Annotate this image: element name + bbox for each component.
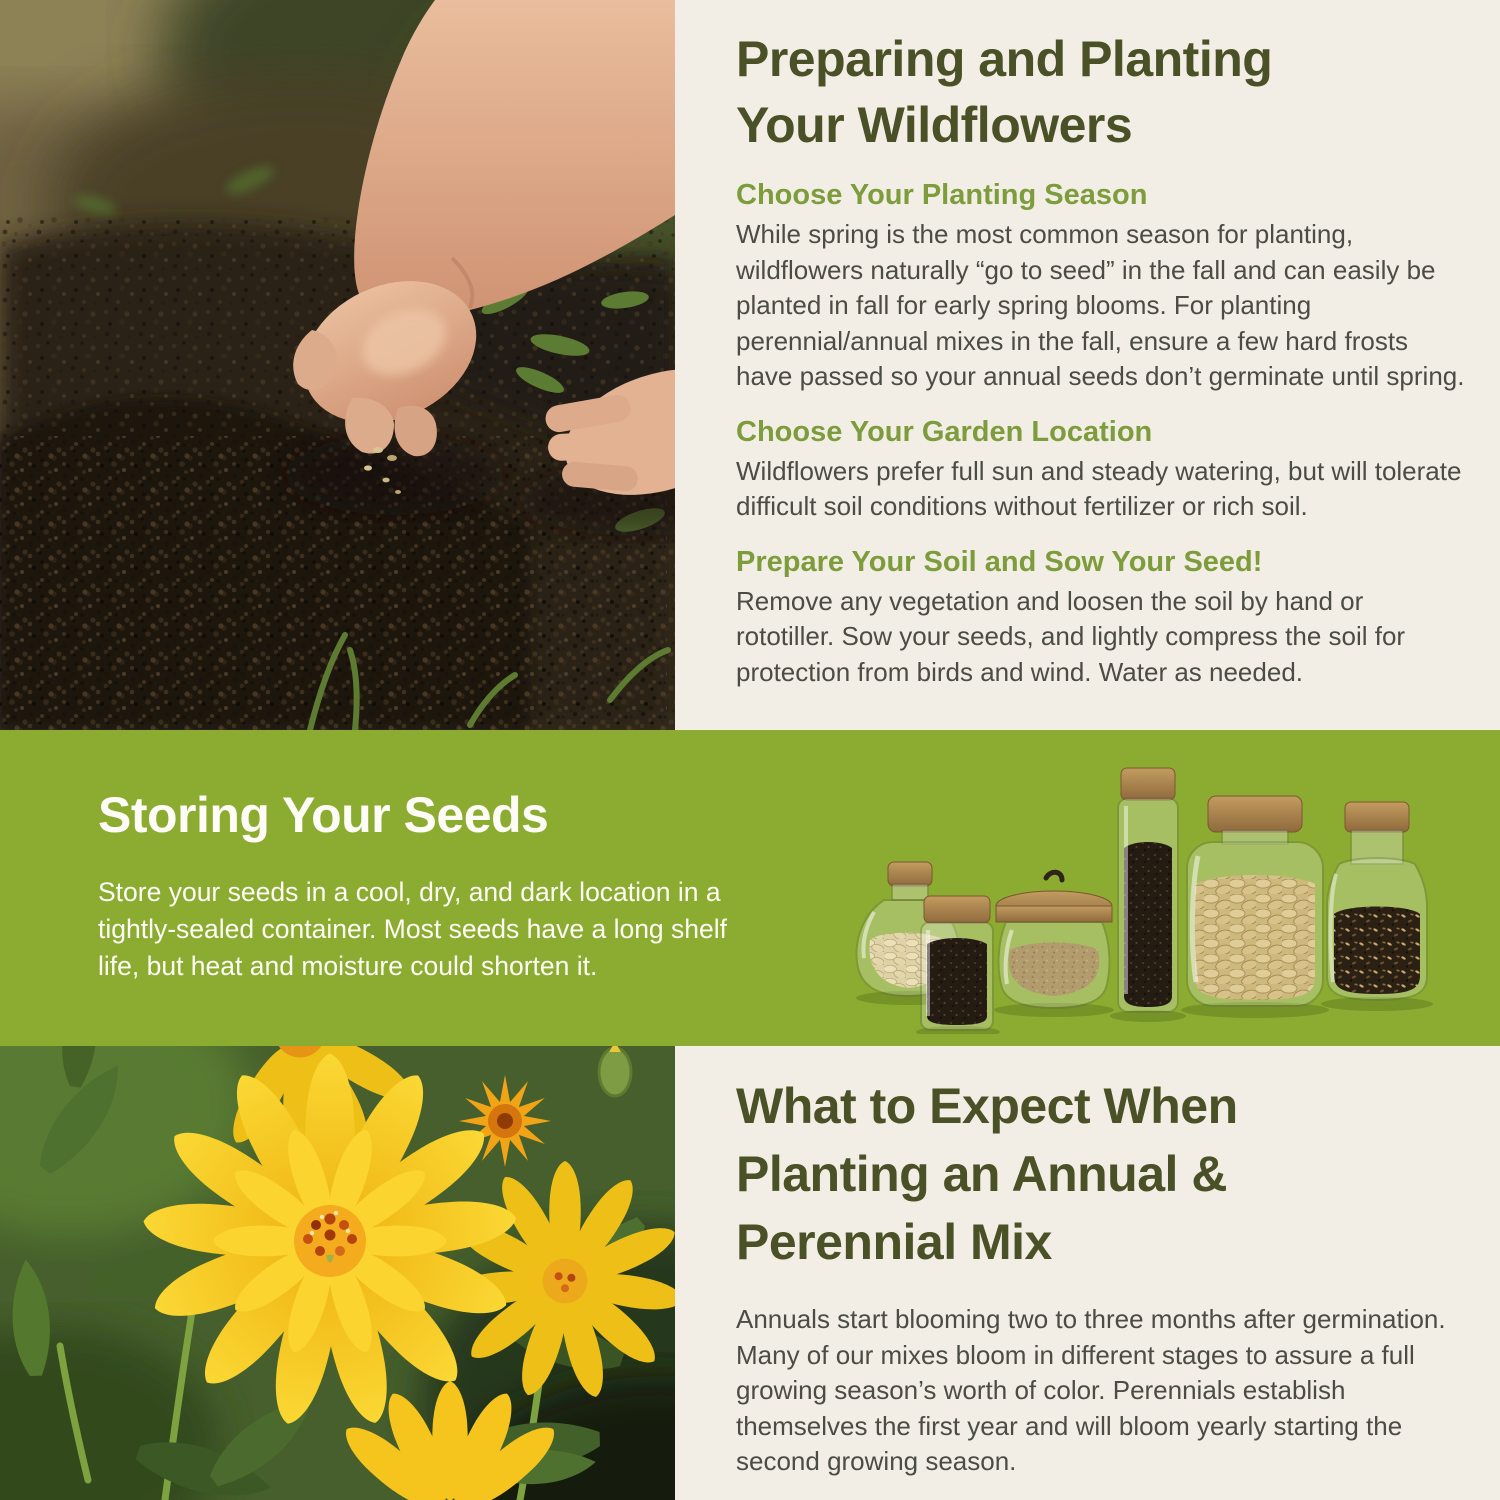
- jar-tan-seeds: [996, 872, 1112, 1008]
- preparing-planting-title: [736, 26, 1466, 158]
- jar-mixed-seeds-bottle: [1327, 802, 1427, 1000]
- what-to-expect-section: [675, 1046, 1500, 1500]
- storing-seeds-title: Storing Your Seeds: [98, 787, 549, 843]
- planting-season-body: While spring is the most common season for planting, wildflowers naturally “go to seed” in the fall and can easily be planted in fall for early spring blooms. For planting perennial/annual mixes in the fall, ensure a few hard frosts have passed so your annual seeds don’t germinate until spring.: [736, 219, 1465, 391]
- title-line: What to Expect When: [736, 1078, 1238, 1134]
- storing-seeds-band: [0, 730, 1500, 1046]
- soil-sowing-photo: [0, 0, 675, 730]
- title-line: Planting an Annual &: [736, 1146, 1227, 1202]
- title-line: Preparing and Planting: [736, 31, 1273, 87]
- prepare-soil-subheading: Prepare Your Soil and Sow Your Seed!: [736, 545, 1263, 578]
- jar-tall-tube-seeds: [1118, 768, 1178, 1012]
- what-to-expect-title: [736, 1072, 1466, 1276]
- jar-pumpkin-seeds: [1187, 796, 1323, 1006]
- garden-location-body: Wildflowers prefer full sun and steady watering, but will tolerate difficult soil conditions without fertilizer or rich soil.: [736, 455, 1462, 521]
- jar-dark-seeds-cylinder: [921, 896, 993, 1030]
- flower-bud: [599, 1046, 631, 1096]
- title-line: Your Wildflowers: [736, 97, 1133, 153]
- planting-season-subheading: Choose Your Planting Season: [736, 179, 1148, 211]
- garden-location-subheading: Choose Your Garden Location: [736, 415, 1153, 448]
- title-line: Perennial Mix: [736, 1214, 1052, 1270]
- storing-seeds-body: Store your seeds in a cool, dry, and dark location in a tightly-sealed container. Most seeds have a long shelf life, but heat and moisture could shorten it.: [98, 877, 728, 981]
- prepare-soil-body: Remove any vegetation and loosen the soil by hand or rototiller. Sow your seeds, and lightly compress the soil for protection from birds and wind. Water as needed.: [736, 585, 1406, 687]
- preparing-and-planting-section: [675, 0, 1500, 730]
- what-to-expect-body: Annuals start blooming two to three months after germination. Many of our mixes bloom in different stages to assure a full growing season’s worth of color. Perennials establish themselves the first year and will bloom yearly starting the second growing season.: [736, 1304, 1446, 1476]
- yellow-wildflowers-photo: [0, 1046, 675, 1500]
- seed-jars-photo: [840, 744, 1500, 1034]
